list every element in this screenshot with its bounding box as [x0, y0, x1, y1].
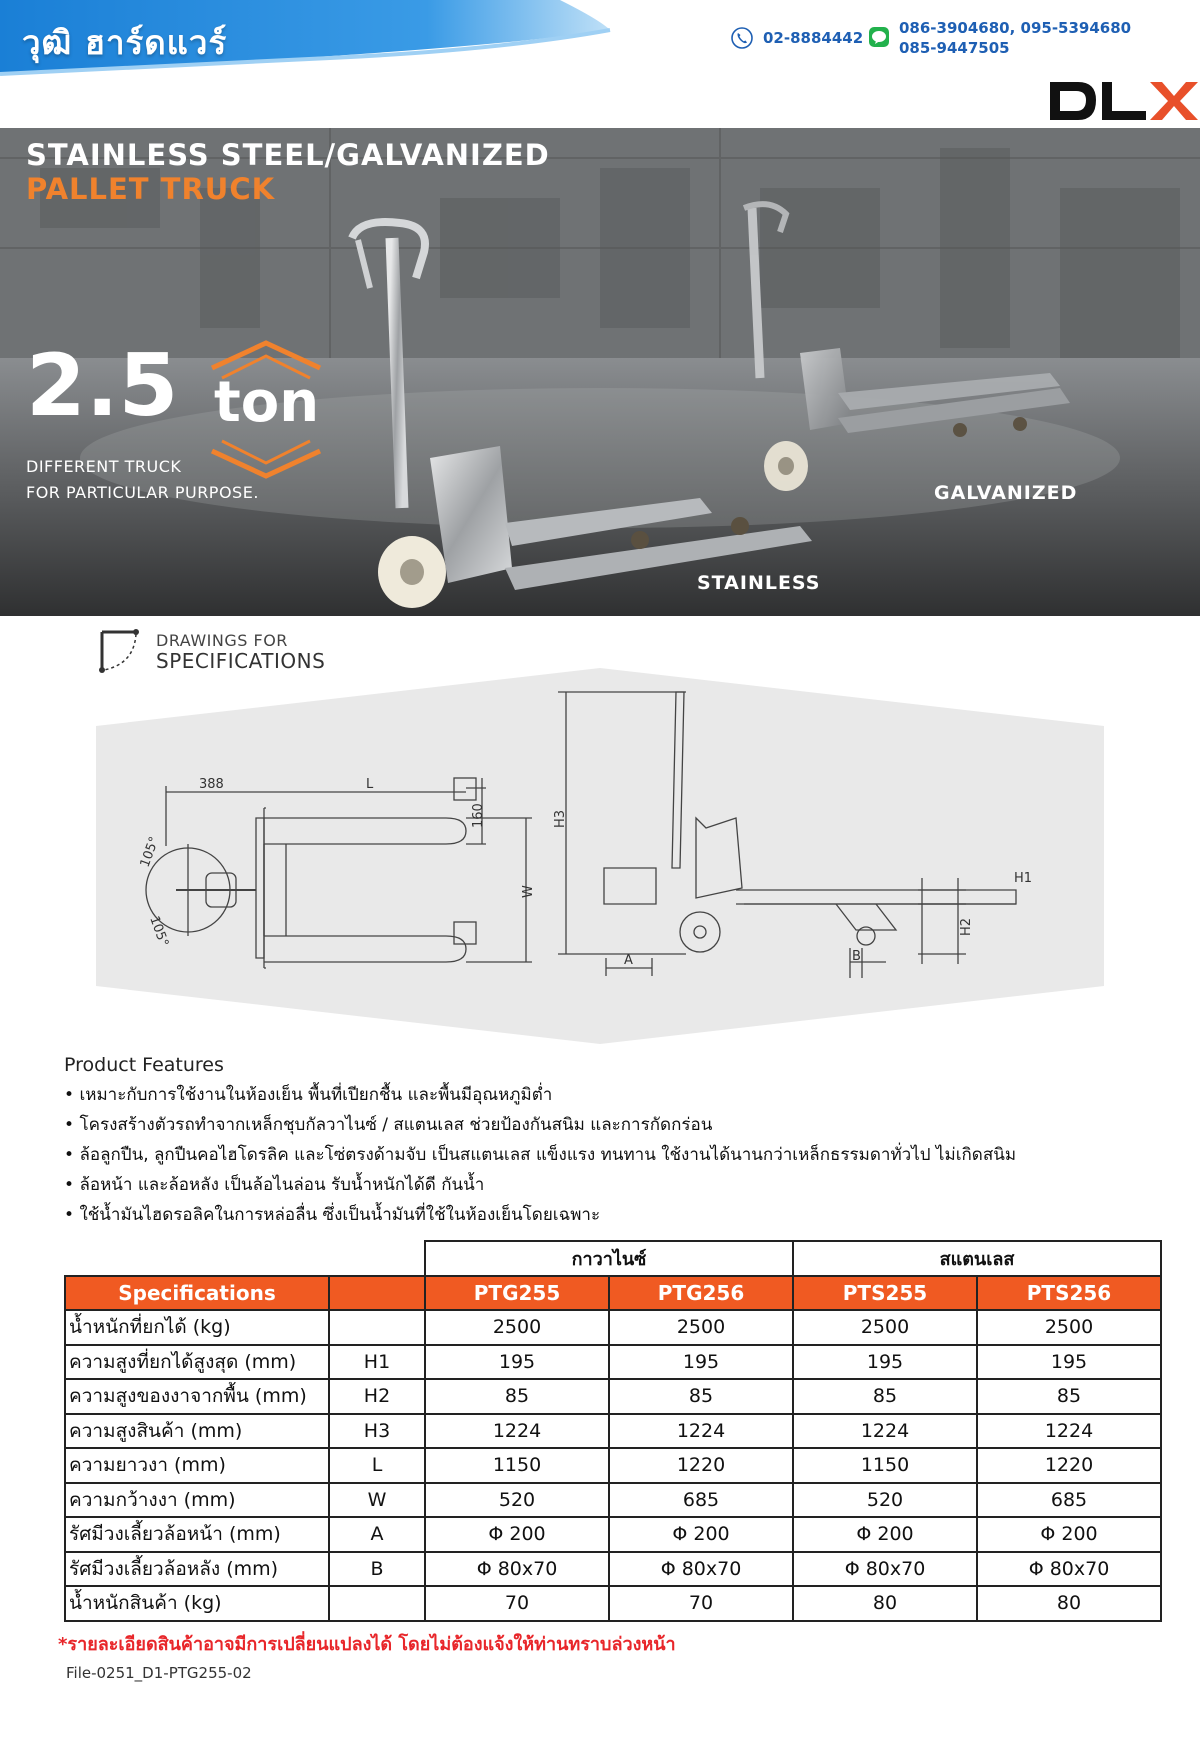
brand-name: วุฒิ ฮาร์ดแวร์ [22, 23, 228, 62]
dim-W: W [521, 885, 536, 898]
mobile-number-line2[interactable]: 085-9447505 [899, 39, 1010, 57]
row-value: 2500 [793, 1310, 977, 1345]
table-row [65, 1552, 1161, 1587]
row-code: H3 [329, 1414, 425, 1449]
row-value: 85 [977, 1379, 1161, 1414]
row-value: 2500 [977, 1310, 1161, 1345]
row-label: รัศมีวงเลี้ยวล้อหน้า (mm) [65, 1517, 329, 1552]
row-code: W [329, 1483, 425, 1518]
features-title: Product Features [64, 1054, 224, 1076]
row-value: Φ 200 [977, 1517, 1161, 1552]
phone-icon [731, 27, 753, 49]
row-value: 2500 [425, 1310, 609, 1345]
table-row [65, 1379, 1161, 1414]
header-model: PTS255 [793, 1276, 977, 1311]
feature-item: • ใช้น้ำมันไฮดรอลิคในการหล่อลื่น ซึ่งเป็นน้ำมันที่ใช้ในห้องเย็นโดยเฉพาะ [64, 1200, 1164, 1230]
hero-tagline [26, 454, 259, 506]
phone-number[interactable]: 02-8884442 [763, 29, 864, 47]
row-value: 195 [425, 1345, 609, 1380]
row-value: 1220 [609, 1448, 793, 1483]
drawings-heading-line1: DRAWINGS FOR [156, 631, 288, 650]
hero-title-line2: PALLET TRUCK [26, 172, 276, 206]
row-value: 685 [977, 1483, 1161, 1518]
row-value: 70 [425, 1586, 609, 1621]
row-value: 85 [793, 1379, 977, 1414]
dim-H2: H2 [959, 917, 974, 936]
row-value: 685 [609, 1483, 793, 1518]
dim-angle-bottom: 105° [146, 914, 172, 949]
row-label: ความยาวงา (mm) [65, 1448, 329, 1483]
header-model: PTG255 [425, 1276, 609, 1311]
feature-item: • โครงสร้างตัวรถทำจากเหล็กชุบกัลวาไนซ์ / สแตนเลส ช่วยป้องกันสนิม และการกัดกร่อน [64, 1110, 1164, 1140]
header-model: PTG256 [609, 1276, 793, 1311]
row-code: A [329, 1517, 425, 1552]
dim-H3: H3 [553, 809, 568, 828]
row-value: Φ 200 [793, 1517, 977, 1552]
row-value: 195 [977, 1345, 1161, 1380]
row-code: B [329, 1552, 425, 1587]
row-code: L [329, 1448, 425, 1483]
dim-388: 388 [199, 777, 224, 792]
row-label: ความสูงสินค้า (mm) [65, 1414, 329, 1449]
table-group-row [65, 1241, 1161, 1276]
label-stainless: STAINLESS [697, 572, 821, 594]
header-specifications: Specifications [65, 1276, 329, 1311]
row-label: รัศมีวงเลี้ยวล้อหลัง (mm) [65, 1552, 329, 1587]
tagline-line2: FOR PARTICULAR PURPOSE. [26, 483, 259, 502]
feature-item: • ล้อลูกปืน, ลูกปืนคอไฮโดรลิค และโซ่ตรงด้ามจับ เป็นสแตนเลส แข็งแรง ทนทาน ใช้งานได้นานกว่าเหล็กธรรมดาทั่วไป ไม่เกิดสนิม [64, 1140, 1164, 1170]
capacity-unit: ton [214, 370, 320, 435]
table-row [65, 1517, 1161, 1552]
row-code: H1 [329, 1345, 425, 1380]
tagline-line1: DIFFERENT TRUCK [26, 457, 182, 476]
specifications-table [64, 1240, 1162, 1622]
row-value: 1224 [425, 1414, 609, 1449]
capacity-value: 2.5 [26, 336, 179, 436]
row-code [329, 1586, 425, 1621]
table-row [65, 1483, 1161, 1518]
mobile-numbers[interactable] [899, 18, 1131, 58]
row-value: Φ 200 [609, 1517, 793, 1552]
product-features [64, 1054, 1164, 1230]
row-value: 80 [793, 1586, 977, 1621]
page-header [0, 0, 1200, 120]
table-row [65, 1448, 1161, 1483]
hero-banner [0, 128, 1200, 616]
technical-drawing [96, 668, 1104, 1044]
feature-item: • เหมาะกับการใช้งานในห้องเย็น พื้นที่เปียกชื้น และพื้นมีอุณหภูมิต่ำ [64, 1080, 1164, 1110]
row-label: น้ำหนักสินค้า (kg) [65, 1586, 329, 1621]
group-stainless: สแตนเลส [793, 1241, 1161, 1276]
row-label: น้ำหนักที่ยกได้ (kg) [65, 1310, 329, 1345]
row-value: 70 [609, 1586, 793, 1621]
row-value: 1224 [977, 1414, 1161, 1449]
row-value: 1224 [609, 1414, 793, 1449]
dim-A: A [624, 953, 633, 968]
line-app-icon [868, 26, 890, 48]
file-id: File-0251_D1-PTG255-02 [66, 1664, 252, 1682]
row-value: 85 [609, 1379, 793, 1414]
header-code [329, 1276, 425, 1311]
row-value: 1224 [793, 1414, 977, 1449]
dim-L: L [366, 777, 374, 792]
row-value: 85 [425, 1379, 609, 1414]
table-row [65, 1345, 1161, 1380]
disclaimer-note: *รายละเอียดสินค้าอาจมีการเปลี่ยนแปลงได้ โดยไม่ต้องแจ้งให้ท่านทราบล่วงหน้า [58, 1634, 676, 1655]
row-value: 520 [425, 1483, 609, 1518]
row-value: 1150 [425, 1448, 609, 1483]
row-label: ความสูงของงาจากพื้น (mm) [65, 1379, 329, 1414]
dlx-logo [1046, 78, 1198, 128]
table-row [65, 1586, 1161, 1621]
row-value: Φ 200 [425, 1517, 609, 1552]
row-value: Φ 80x70 [609, 1552, 793, 1587]
row-value: 1150 [793, 1448, 977, 1483]
row-value: 1220 [977, 1448, 1161, 1483]
drawings-heading-line2: SPECIFICATIONS [156, 649, 326, 673]
dim-angle-top: 105° [137, 834, 163, 870]
dim-B: B [852, 949, 861, 964]
table-row [65, 1310, 1161, 1345]
group-galvanized: กาวาไนซ์ [425, 1241, 793, 1276]
row-label: ความกว้างงา (mm) [65, 1483, 329, 1518]
dim-H1: H1 [1014, 871, 1033, 886]
row-value: 195 [609, 1345, 793, 1380]
header-model: PTS256 [977, 1276, 1161, 1311]
dim-160: 160 [471, 803, 486, 828]
feature-item: • ล้อหน้า และล้อหลัง เป็นล้อไนล่อน รับน้ำหนักได้ดี กันน้ำ [64, 1170, 1164, 1200]
label-galvanized: GALVANIZED [934, 482, 1078, 504]
row-value: Φ 80x70 [425, 1552, 609, 1587]
table-row [65, 1414, 1161, 1449]
table-header-row [65, 1276, 1161, 1311]
row-value: 80 [977, 1586, 1161, 1621]
row-value: Φ 80x70 [793, 1552, 977, 1587]
row-value: 2500 [609, 1310, 793, 1345]
row-code: H2 [329, 1379, 425, 1414]
row-label: ความสูงที่ยกได้สูงสุด (mm) [65, 1345, 329, 1380]
row-code [329, 1310, 425, 1345]
row-value: 520 [793, 1483, 977, 1518]
row-value: Φ 80x70 [977, 1552, 1161, 1587]
mobile-number-line1[interactable]: 086-3904680, 095-5394680 [899, 19, 1132, 37]
hero-title-line1: STAINLESS STEEL/GALVANIZED [26, 138, 550, 172]
row-value: 195 [793, 1345, 977, 1380]
